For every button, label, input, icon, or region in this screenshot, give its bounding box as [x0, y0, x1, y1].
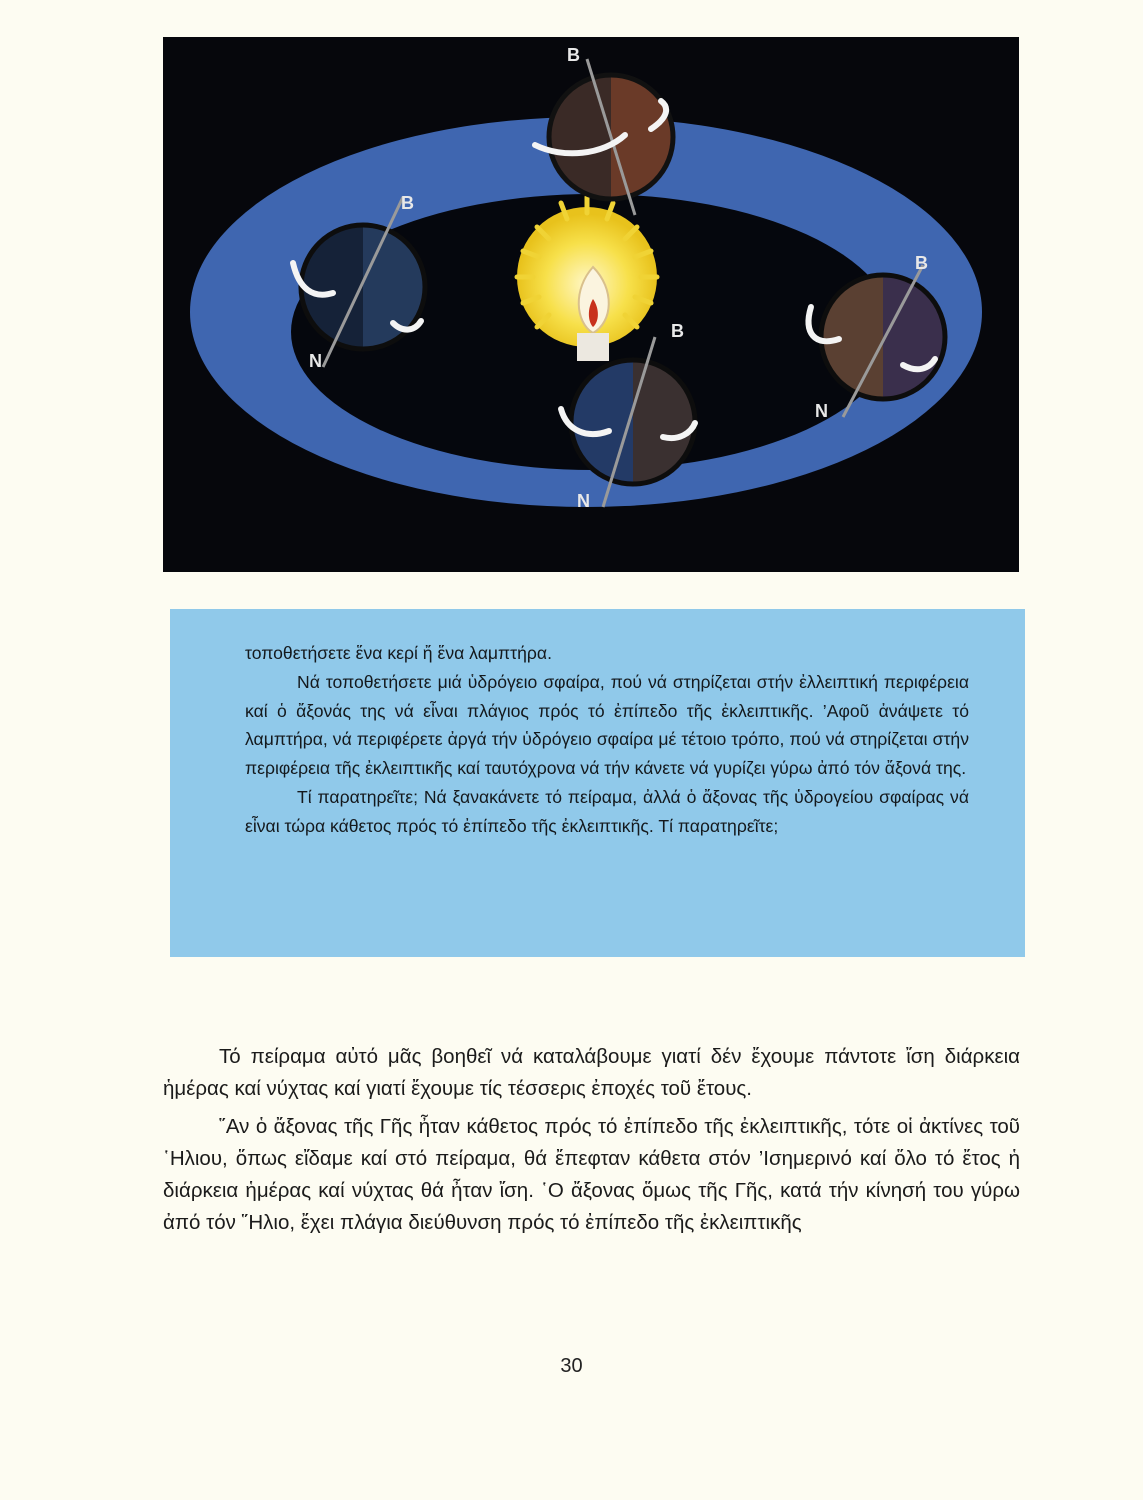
activity-paragraph: Νά τοποθετήσετε μιά ὑδρόγειο σφαίρα, πού νά στηρίζεται στήν ἐλλειπτική περιφέρεια καί ὁ ἄξονάς της νά εἶναι πλάγιος πρός τό ἐπίπεδο τῆς ἐκλειπτικῆς. ’Αφοῦ ἀνάψετε τό λαμπτήρα, νά περιφέρετε ἀργά τήν ὑδρόγειο σφαίρα μέ τέτοιο τρόπο, πού νά στηρίζεται στήν περιφέρεια τῆς ἐκλειπτικῆς καί ταυτόχρονα νά τήν κάνετε νά γυρίζει γύρω ἀπό τόν ἄξονά της. [245, 671, 969, 779]
activity-instructions-box [170, 609, 1025, 957]
body-paragraph: Τό πείραμα αὐτό μᾶς βοηθεῖ νά καταλάβουμε γιατί δέν ἔχουμε πάντοτε ἴση διάρκεια ἡμέρας καί νύχτας καί γιατί ἔχουμε τίς τέσσερις ἐποχές τοῦ ἔτους. [163, 1045, 1020, 1100]
south-pole-label: Ν [577, 491, 590, 511]
south-pole-label: Ν [815, 401, 828, 421]
north-pole-label: Β [401, 193, 414, 213]
north-pole-label: Β [915, 253, 928, 273]
page-number: 30 [560, 1355, 583, 1377]
activity-paragraph: Τί παρατηρεῖτε; Νά ξανακάνετε τό πείραμα, ἀλλά ὁ ἄξονας τῆς ὑδρογείου σφαίρας νά εἶναι τώρα κάθετος πρός τό ἐπίπεδο τῆς ἐκλειπτικῆς. Τί παρατηρεῖτε; [245, 786, 969, 836]
body-paragraph: ῞Αν ὁ ἄξονας τῆς Γῆς ἦταν κάθετος πρός τό ἐπίπεδο τῆς ἐκλειπτικῆς, τότε οἱ ἀκτίνες τοῦ ῾Ηλιου, ὅπως εἴδαμε καί στό πείραμα, θά ἔπεφταν κάθετα στόν ’Ισημερινό καί ὅλο τό ἔτος ἡ διάρκεια ἡμέρας καί νύχτας θά ἦταν ἴση. ῾Ο ἄξονας ὅμως τῆς Γῆς, κατά τήν κίνησή του γύρω ἀπό τόν ῞Ηλιο, ἔχει πλάγια διεύθυνση πρός τό ἐπίπεδο τῆς ἐκλειπτικῆς [163, 1115, 1020, 1234]
north-pole-label: Β [567, 45, 580, 65]
orbit-illustration [163, 37, 1019, 572]
north-pole-label: Β [671, 321, 684, 341]
body-text [163, 1041, 1020, 1245]
activity-paragraph: τοποθετήσετε ἕνα κερί ἤ ἕνα λαμπτήρα. [245, 643, 552, 663]
south-pole-label: Ν [309, 351, 322, 371]
